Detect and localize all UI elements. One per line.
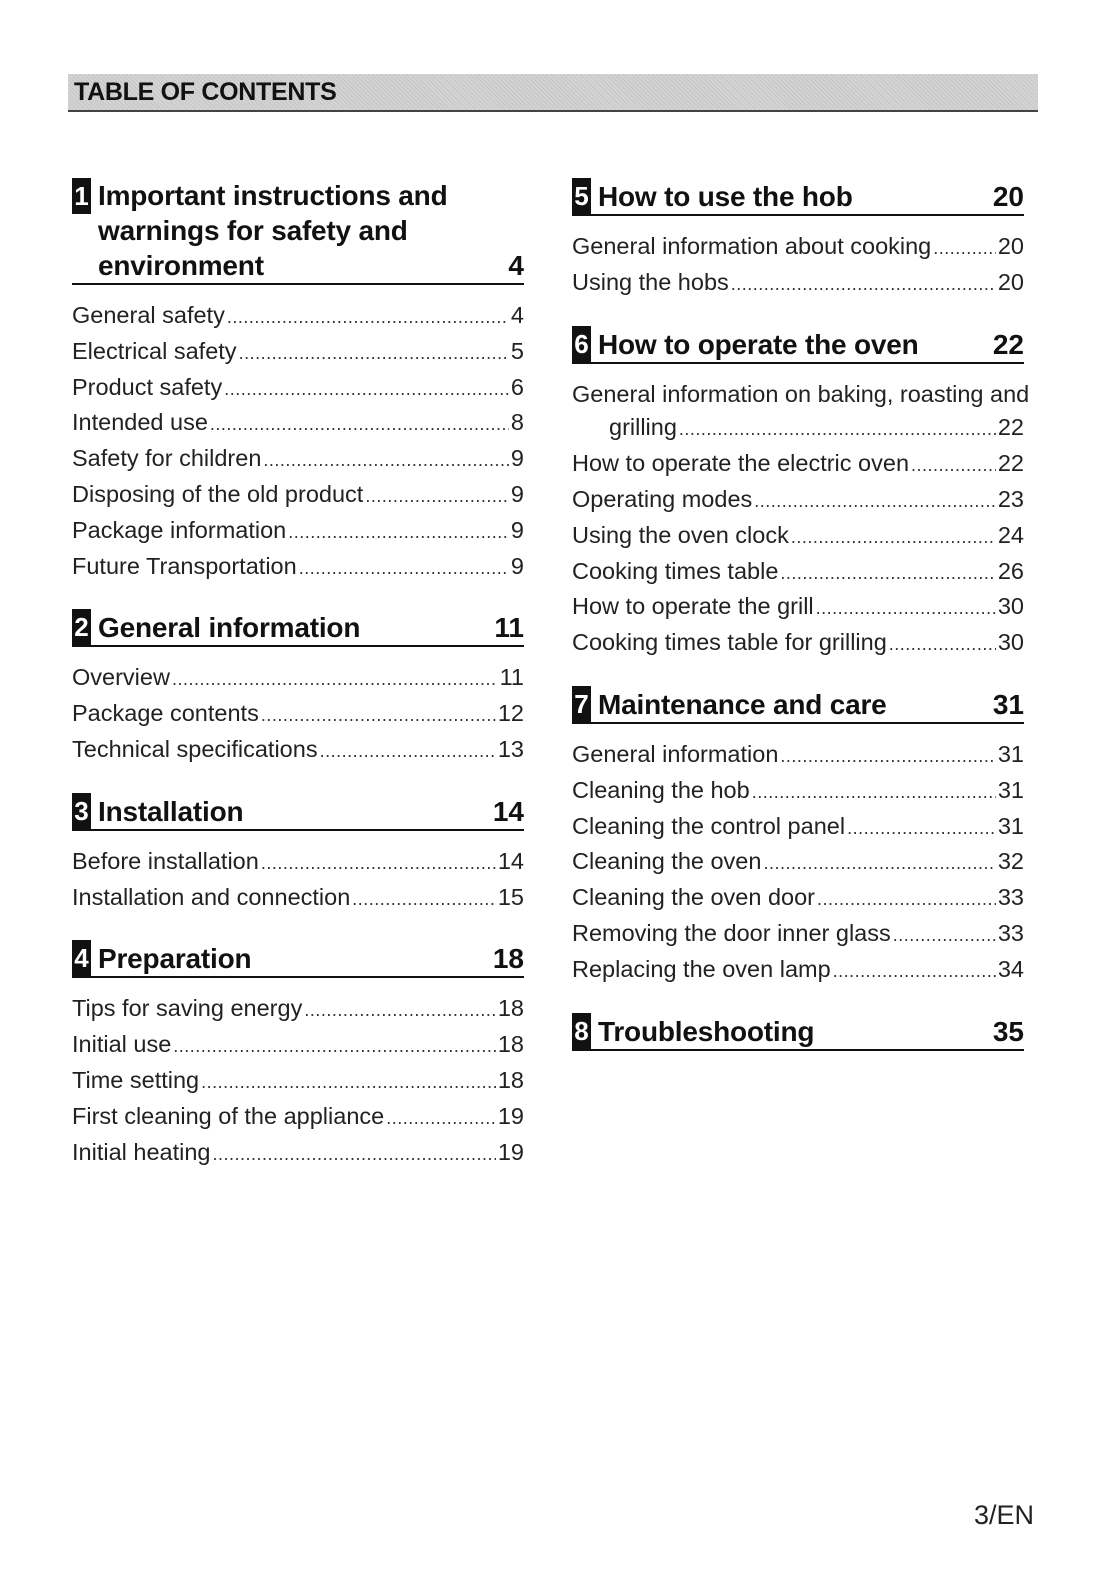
toc-entry-page: 23 [997, 485, 1024, 512]
section-number-badge: 4 [72, 940, 91, 976]
toc-section [72, 609, 524, 768]
section-heading[interactable] [572, 326, 1024, 364]
toc-section [572, 1013, 1024, 1051]
toc-entry[interactable] [72, 1136, 524, 1172]
section-page-number: 31 [992, 688, 1024, 720]
section-page-number: 22 [992, 328, 1024, 360]
toc-entry-label: Operating modes [572, 485, 753, 512]
toc-entry[interactable] [572, 483, 1024, 519]
toc-entry-list [72, 992, 524, 1171]
dot-leader [679, 413, 996, 447]
toc-entry-label: First cleaning of the appliance [72, 1102, 385, 1129]
section-title: Important instructions and warnings for safety and environment [98, 180, 448, 281]
toc-column-left [72, 178, 524, 1195]
dot-leader [210, 408, 509, 442]
toc-entry-label: Product safety [72, 373, 223, 400]
toc-entry-page: 32 [997, 848, 1024, 875]
section-heading[interactable] [72, 793, 524, 831]
toc-entry-page: 24 [997, 521, 1024, 548]
toc-entry-label: Cleaning the oven door [572, 884, 816, 911]
toc-entry-page: 9 [510, 480, 524, 507]
toc-entry-label: General information on baking, roasting and [572, 380, 1030, 407]
section-number-badge: 6 [572, 326, 591, 362]
toc-entry-label: How to operate the electric oven [572, 450, 910, 477]
toc-section [572, 178, 1024, 302]
toc-entry-page: 31 [997, 812, 1024, 839]
dot-leader [752, 776, 996, 810]
dot-leader [780, 740, 995, 774]
dot-leader [261, 847, 496, 881]
toc-entry-list [572, 378, 1030, 662]
toc-entry[interactable] [72, 845, 524, 881]
dot-leader [224, 373, 509, 407]
section-heading[interactable] [72, 178, 524, 285]
toc-entry[interactable] [72, 733, 524, 769]
toc-entry-label: Disposing of the old product [72, 480, 364, 507]
toc-entry-page: 20 [997, 233, 1024, 259]
toc-entry-page: 30 [997, 629, 1024, 656]
toc-entry-label: General information [572, 740, 779, 767]
toc-entry-label: General information about cooking [572, 233, 932, 259]
toc-entry-label: Package contents [72, 700, 259, 727]
toc-entry-page: 22 [997, 450, 1024, 477]
toc-entry-page: 13 [497, 735, 524, 762]
toc-entry-label: Initial heating [72, 1138, 211, 1165]
toc-entry[interactable] [572, 590, 1024, 626]
section-page-number: 11 [494, 612, 524, 644]
toc-entry-list [72, 845, 524, 917]
toc-entry-page: 5 [510, 337, 524, 364]
toc-entry-list [72, 299, 524, 585]
dot-leader [261, 699, 496, 733]
toc-entry-page: 19 [497, 1102, 524, 1129]
toc-entry[interactable] [572, 626, 1024, 662]
toc-entry-label: Tips for saving energy [72, 995, 303, 1022]
dot-leader [352, 883, 496, 917]
section-number-badge: 3 [72, 793, 91, 829]
toc-entry-page: 18 [497, 1031, 524, 1058]
toc-entry[interactable] [572, 447, 1024, 483]
toc-entry-page: 30 [997, 593, 1024, 620]
toc-entry-label-continued: grilling [609, 414, 677, 441]
dot-leader [893, 919, 996, 953]
toc-entry[interactable] [72, 1064, 524, 1100]
toc-entry-label: Cooking times table for grilling [572, 629, 887, 656]
toc-entry-label: Installation and connection [72, 883, 351, 910]
toc-entry[interactable] [72, 550, 524, 586]
toc-entry-page: 9 [510, 552, 524, 579]
dot-leader [213, 1138, 496, 1172]
dot-leader [933, 232, 996, 266]
section-title: How to operate the oven [598, 328, 919, 360]
dot-leader [227, 301, 509, 335]
section-number-badge: 2 [72, 609, 91, 645]
toc-entry-label: How to operate the grill [572, 593, 814, 620]
toc-entry-label: Replacing the oven lamp [572, 955, 831, 982]
toc-entry[interactable] [72, 406, 524, 442]
toc-entry[interactable] [572, 845, 1024, 881]
toc-entry-page: 8 [510, 409, 524, 436]
toc-entry[interactable] [72, 992, 524, 1028]
toc-section [72, 940, 524, 1171]
dot-leader [731, 268, 996, 302]
toc-column-right [572, 178, 1030, 1075]
toc-entry[interactable] [572, 917, 1024, 953]
toc-entry-label: Intended use [72, 409, 208, 436]
section-title: How to use the hob [598, 181, 853, 212]
dot-leader [791, 521, 996, 555]
section-heading[interactable] [72, 609, 524, 647]
toc-entry-page: 4 [510, 302, 524, 328]
section-page-number: 18 [492, 943, 524, 975]
toc-entry-page: 6 [510, 373, 524, 400]
toc-entry-label: Cleaning the control panel [572, 812, 846, 839]
toc-entry[interactable] [572, 519, 1024, 555]
toc-entry-page: 9 [510, 445, 524, 472]
toc-entry[interactable] [72, 371, 524, 407]
toc-entry-page: 31 [997, 776, 1024, 803]
toc-entry-label: Removing the door inner glass [572, 919, 891, 946]
toc-entry[interactable] [572, 810, 1024, 846]
toc-section [72, 793, 524, 917]
toc-entry-page: 26 [997, 557, 1024, 584]
toc-section [72, 178, 524, 585]
toc-entry-line2 [572, 411, 1024, 447]
toc-entry[interactable] [572, 378, 1030, 448]
toc-entry[interactable] [572, 230, 1024, 266]
toc-title: TABLE OF CONTENTS [74, 78, 337, 106]
toc-entry-label: Using the hobs [572, 268, 729, 295]
toc-entry-label: Future Transportation [72, 552, 297, 579]
toc-section [572, 326, 1030, 662]
toc-section [572, 686, 1024, 989]
section-number-badge: 7 [572, 686, 591, 722]
dot-leader [172, 663, 498, 697]
toc-entry-label: Technical specifications [72, 735, 318, 762]
toc-entry-page: 11 [499, 664, 524, 691]
dot-leader [320, 735, 496, 769]
dot-leader [304, 994, 496, 1028]
toc-entry-page: 15 [497, 883, 524, 910]
toc-entry[interactable] [572, 555, 1024, 591]
toc-entry-label: Package information [72, 516, 287, 543]
dot-leader [833, 955, 996, 989]
section-heading[interactable] [572, 1013, 1024, 1051]
toc-entry[interactable] [72, 478, 524, 514]
dot-leader [889, 628, 996, 662]
toc-entry-label: Cooking times table [572, 557, 779, 584]
toc-entry[interactable] [72, 335, 524, 371]
toc-entry-list [572, 738, 1024, 989]
section-title: Troubleshooting [598, 1015, 815, 1047]
toc-entry-list [72, 661, 524, 768]
dot-leader [173, 1030, 496, 1064]
toc-header-bar [68, 74, 1038, 112]
toc-entry[interactable] [72, 697, 524, 733]
toc-entry[interactable] [72, 299, 524, 335]
section-heading[interactable] [72, 940, 524, 978]
section-title: Maintenance and care [598, 688, 887, 720]
section-page-number: 35 [992, 1015, 1024, 1047]
dot-leader [817, 883, 996, 917]
toc-entry[interactable] [72, 881, 524, 917]
section-page-number: 4 [508, 250, 524, 281]
toc-entry[interactable] [72, 442, 524, 478]
toc-entry-label: Cleaning the oven [572, 848, 762, 875]
toc-entry-label: Overview [72, 664, 170, 691]
toc-entry-label: Before installation [72, 847, 259, 874]
dot-leader [263, 444, 509, 478]
toc-entry[interactable] [72, 514, 524, 550]
toc-entry-label: Cleaning the hob [572, 776, 750, 803]
section-heading[interactable] [572, 686, 1024, 724]
toc-entry-label: General safety [72, 302, 225, 328]
section-page-number: 14 [492, 795, 524, 827]
dot-leader [847, 812, 996, 846]
toc-entry-page: 34 [997, 955, 1024, 982]
dot-leader [386, 1102, 496, 1136]
toc-entry-page: 18 [497, 995, 524, 1022]
toc-entry[interactable] [572, 953, 1024, 989]
toc-entry-page: 9 [510, 516, 524, 543]
toc-entry-label: Using the oven clock [572, 521, 789, 548]
toc-entry-page: 20 [997, 268, 1024, 295]
toc-entry-label: Initial use [72, 1031, 172, 1058]
toc-entry-page: 14 [497, 847, 524, 874]
page-number: 3/EN [974, 1500, 1035, 1530]
dot-leader [763, 847, 995, 881]
toc-entry[interactable] [72, 661, 524, 697]
toc-entry[interactable] [572, 738, 1024, 774]
dot-leader [299, 552, 509, 586]
section-number-badge: 5 [572, 178, 591, 214]
section-title: Preparation [98, 943, 252, 975]
toc-entry-page: 33 [997, 884, 1024, 911]
dot-leader [239, 337, 509, 371]
section-page-number: 20 [992, 181, 1024, 212]
toc-entry-page: 12 [497, 700, 524, 727]
toc-entry-list [572, 230, 1024, 302]
dot-leader [754, 485, 996, 519]
toc-entry-label: Time setting [72, 1066, 200, 1093]
toc-entry-label: Safety for children [72, 445, 262, 472]
section-number-badge: 1 [72, 178, 91, 214]
section-title: General information [98, 612, 361, 644]
toc-entry-page: 19 [497, 1138, 524, 1165]
toc-entry[interactable] [572, 774, 1024, 810]
toc-entry[interactable] [72, 1028, 524, 1064]
section-heading[interactable] [572, 178, 1024, 216]
dot-leader [365, 480, 509, 514]
dot-leader [780, 557, 995, 591]
toc-entry-page: 33 [997, 919, 1024, 946]
section-title: Installation [98, 795, 244, 827]
toc-entry-page: 31 [997, 740, 1024, 767]
toc-entry-label: Electrical safety [72, 337, 237, 364]
toc-entry-page: 22 [997, 414, 1024, 441]
toc-entry[interactable] [572, 266, 1024, 302]
dot-leader [201, 1066, 496, 1100]
dot-leader [816, 592, 996, 626]
toc-entry[interactable] [572, 881, 1024, 917]
toc-entry-page: 18 [497, 1066, 524, 1093]
toc-entry[interactable] [72, 1100, 524, 1136]
section-number-badge: 8 [572, 1013, 591, 1049]
dot-leader [288, 516, 509, 550]
dot-leader [911, 449, 996, 483]
